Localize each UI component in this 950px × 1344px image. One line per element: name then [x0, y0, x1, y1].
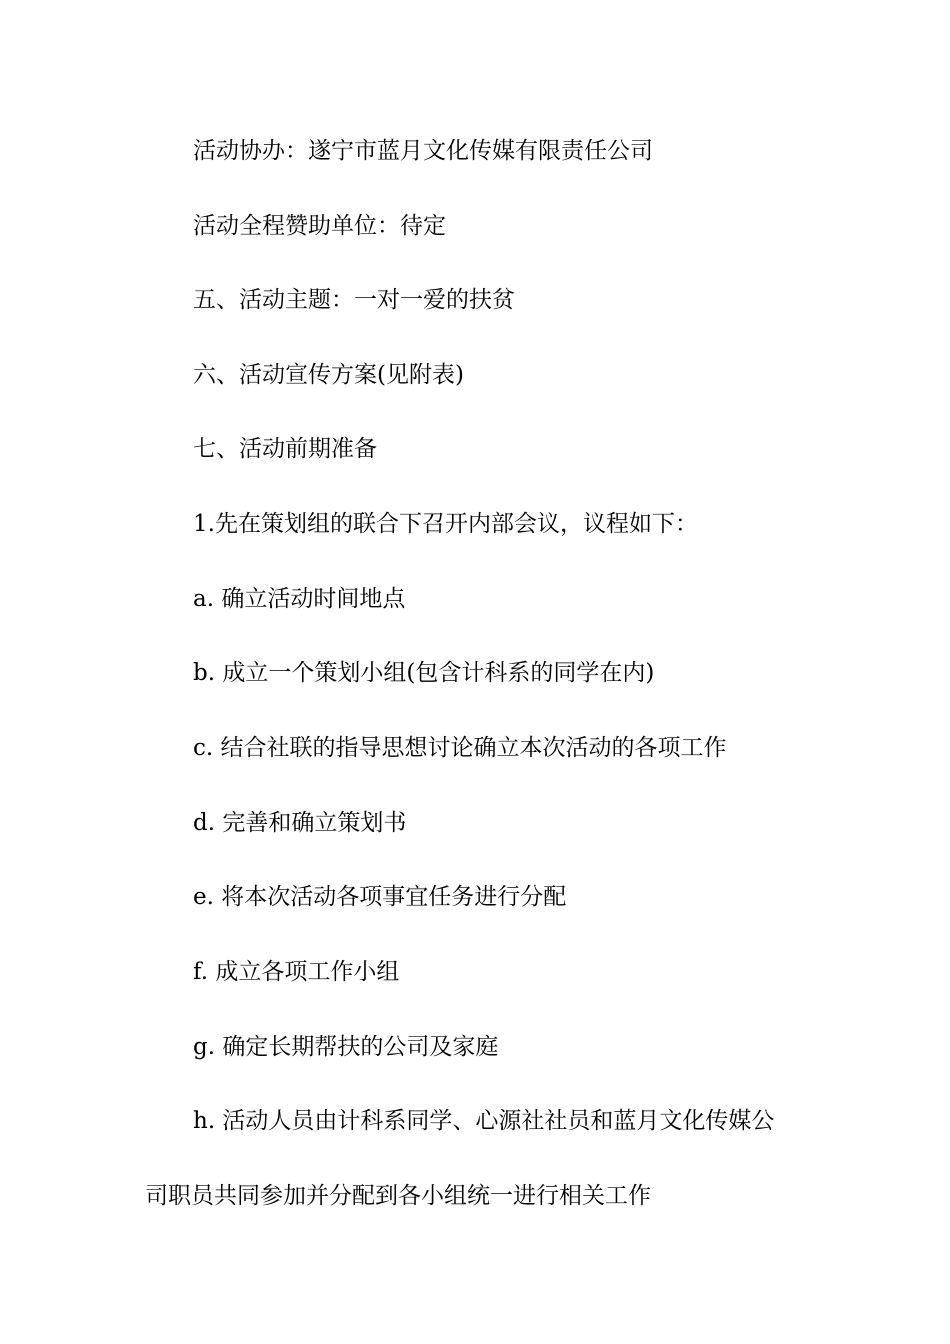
list-item-h-continuation: 司职员共同参加并分配到各小组统一进行相关工作: [145, 1183, 651, 1209]
section-six-publicity: 六、活动宣传方案(见附表): [193, 362, 464, 388]
list-item-e: e. 将本次活动各项事宜任务进行分配: [193, 884, 567, 910]
list-item-h: h. 活动人员由计科系同学、心源社社员和蓝月文化传媒公: [193, 1108, 775, 1134]
section-five-theme: 五、活动主题：一对一爱的扶贫: [193, 287, 515, 313]
meeting-agenda-intro: 1.先在策划组的联合下召开内部会议，议程如下：: [193, 511, 698, 537]
list-item-f: f. 成立各项工作小组: [193, 959, 400, 985]
list-item-g: g. 确定长期帮扶的公司及家庭: [193, 1034, 499, 1060]
co-organizer-line: 活动协办：遂宁市蓝月文化传媒有限责任公司: [193, 138, 653, 164]
section-seven-preparation: 七、活动前期准备: [193, 436, 377, 462]
list-item-b: b. 成立一个策划小组(包含计科系的同学在内): [193, 660, 655, 686]
list-item-a: a. 确立活动时间地点: [193, 586, 406, 612]
sponsor-line: 活动全程赞助单位：待定: [193, 213, 446, 239]
list-item-c: c. 结合社联的指导思想讨论确立本次活动的各项工作: [193, 735, 727, 761]
list-item-d: d. 完善和确立策划书: [193, 810, 407, 836]
